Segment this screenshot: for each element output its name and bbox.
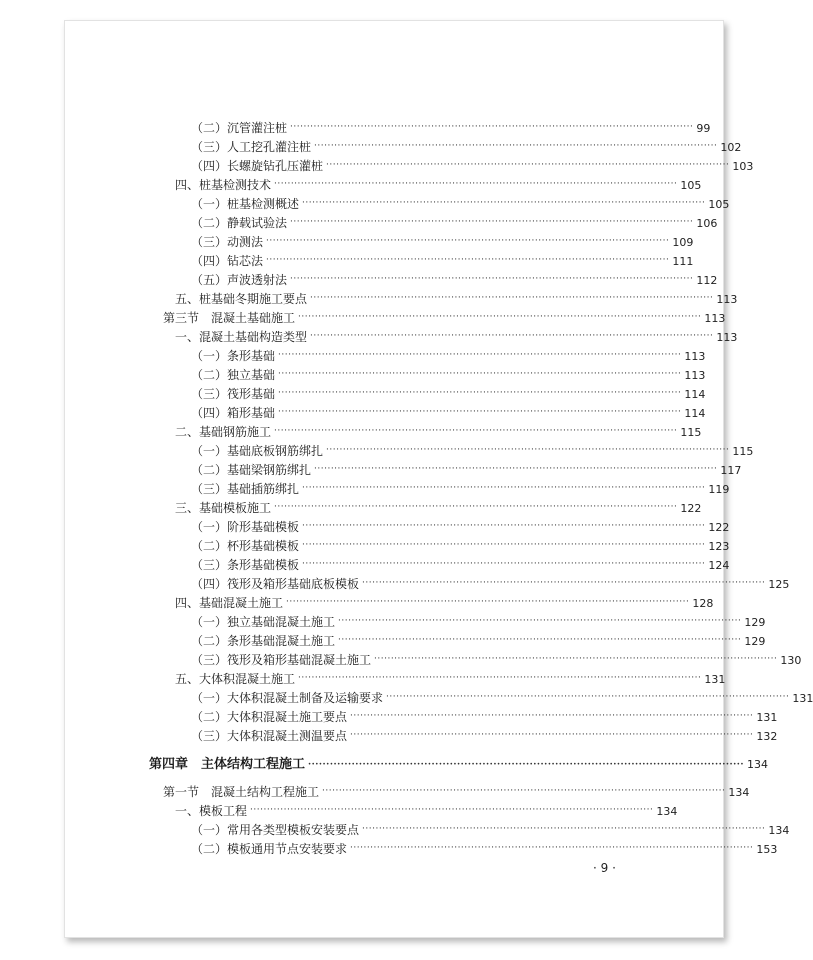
dot-leader: ························································································································ bbox=[338, 635, 742, 645]
toc-entry-page-number: 106 bbox=[696, 217, 718, 230]
dot-leader: ························································································································ bbox=[266, 236, 670, 246]
toc-entry-title: （三）筏形基础 bbox=[191, 387, 276, 401]
toc-entry-title: （四）筏形及箱形基础底板模板 bbox=[191, 577, 360, 591]
toc-entry bbox=[191, 404, 706, 423]
page-number-folio: · 9 · bbox=[593, 861, 616, 875]
toc-entry bbox=[163, 783, 750, 802]
toc-entry bbox=[175, 802, 678, 821]
dot-leader: ························································································································ bbox=[350, 711, 754, 721]
toc-entry-page-number: 125 bbox=[768, 578, 790, 591]
toc-entry-title: （一）独立基础混凝土施工 bbox=[191, 615, 336, 629]
toc-entry-page-number: 123 bbox=[708, 540, 730, 553]
dot-leader: ························································································································ bbox=[302, 540, 706, 550]
toc-entry bbox=[175, 328, 738, 347]
toc-entry-title: （三）大体积混凝土测温要点 bbox=[191, 729, 348, 743]
toc-entry bbox=[191, 271, 718, 290]
dot-leader: ························································································································ bbox=[290, 274, 694, 284]
toc-entry-title: （三）条形基础模板 bbox=[191, 558, 300, 572]
dot-leader: ························································································································ bbox=[350, 730, 754, 740]
toc-entry-title: （二）模板通用节点安装要求 bbox=[191, 842, 348, 856]
toc-entry-title: 五、桩基础冬期施工要点 bbox=[175, 292, 308, 306]
toc-entry bbox=[191, 157, 754, 176]
toc-entry bbox=[191, 575, 790, 594]
toc-entry-page-number: 114 bbox=[684, 407, 706, 420]
dot-leader: ························································································································ bbox=[314, 141, 718, 151]
dot-leader: ························································································································ bbox=[310, 293, 714, 303]
toc-entry-page-number: 115 bbox=[680, 426, 702, 439]
dot-leader: ························································································································ bbox=[302, 483, 706, 493]
toc-entry-page-number: 134 bbox=[768, 824, 790, 837]
toc-entry-page-number: 103 bbox=[732, 160, 754, 173]
toc-entry-title: （一）常用各类型模板安装要点 bbox=[191, 823, 360, 837]
toc-entry bbox=[191, 556, 730, 575]
toc-entry-page-number: 131 bbox=[756, 711, 778, 724]
toc-entry-page-number: 129 bbox=[744, 616, 766, 629]
toc-entry bbox=[175, 176, 702, 195]
toc-entry-title: （四）钻芯法 bbox=[191, 254, 264, 268]
toc-entry-page-number: 112 bbox=[696, 274, 718, 287]
toc-entry bbox=[191, 385, 706, 404]
dot-leader: ························································································································ bbox=[278, 369, 682, 379]
toc-entry-page-number: 111 bbox=[672, 255, 694, 268]
toc-entry bbox=[191, 119, 711, 138]
toc-entry-page-number: 132 bbox=[756, 730, 778, 743]
toc-entry-title: （二）大体积混凝土施工要点 bbox=[191, 710, 348, 724]
toc-entry-title: 第四章 主体结构工程施工 bbox=[149, 757, 306, 772]
dot-leader: ························································································································ bbox=[308, 760, 745, 770]
toc-entry-title: （二）独立基础 bbox=[191, 368, 276, 382]
toc-entry-title: 一、模板工程 bbox=[175, 804, 248, 818]
dot-leader: ························································································································ bbox=[338, 616, 742, 626]
toc-entry-title: 三、基础模板施工 bbox=[175, 501, 272, 515]
toc-entry-page-number: 113 bbox=[716, 331, 738, 344]
toc-entry-title: 二、基础钢筋施工 bbox=[175, 425, 272, 439]
toc-entry-title: （三）动测法 bbox=[191, 235, 264, 249]
toc-entry-page-number: 113 bbox=[684, 369, 706, 382]
toc-entry bbox=[175, 499, 702, 518]
toc-entry bbox=[191, 727, 778, 746]
toc-entry-page-number: 134 bbox=[656, 805, 678, 818]
toc-entry bbox=[191, 366, 706, 385]
dot-leader: ························································································································ bbox=[274, 502, 678, 512]
toc-entry-page-number: 99 bbox=[696, 122, 711, 135]
toc-entry-page-number: 131 bbox=[704, 673, 726, 686]
dot-leader: ························································································································ bbox=[250, 805, 654, 815]
dot-leader: ························································································································ bbox=[298, 312, 702, 322]
toc-entry-page-number: 105 bbox=[708, 198, 730, 211]
toc-entry bbox=[191, 252, 694, 271]
toc-entry-page-number: 114 bbox=[684, 388, 706, 401]
toc-entry bbox=[191, 821, 790, 840]
toc-entry bbox=[149, 754, 769, 776]
dot-leader: ························································································································ bbox=[326, 445, 730, 455]
toc-entry-title: （二）杯形基础模板 bbox=[191, 539, 300, 553]
toc-entry bbox=[191, 480, 730, 499]
toc-entry-title: （一）基础底板钢筋绑扎 bbox=[191, 444, 324, 458]
toc-entry-title: （三）筏形及箱形基础混凝土施工 bbox=[191, 653, 372, 667]
toc-entry bbox=[191, 138, 742, 157]
toc-entry-title: （一）桩基检测概述 bbox=[191, 197, 300, 211]
dot-leader: ························································································································ bbox=[302, 559, 706, 569]
toc-entry-title: （二）条形基础混凝土施工 bbox=[191, 634, 336, 648]
dot-leader: ························································································································ bbox=[326, 160, 730, 170]
table-of-contents bbox=[65, 21, 813, 937]
toc-entry-page-number: 102 bbox=[720, 141, 742, 154]
toc-entry-page-number: 128 bbox=[692, 597, 714, 610]
toc-entry-page-number: 113 bbox=[704, 312, 726, 325]
toc-entry-title: 一、混凝土基础构造类型 bbox=[175, 330, 308, 344]
dot-leader: ························································································································ bbox=[266, 255, 670, 265]
toc-entry bbox=[191, 708, 778, 727]
toc-entry-page-number: 115 bbox=[732, 445, 754, 458]
toc-entry bbox=[191, 613, 766, 632]
toc-entry bbox=[175, 290, 738, 309]
toc-entry bbox=[191, 461, 742, 480]
dot-leader: ························································································································ bbox=[302, 198, 706, 208]
dot-leader: ························································································································ bbox=[302, 521, 706, 531]
dot-leader: ························································································································ bbox=[286, 597, 690, 607]
toc-entry bbox=[191, 537, 730, 556]
book-page bbox=[64, 20, 813, 938]
toc-entry-title: （二）沉管灌注桩 bbox=[191, 121, 288, 135]
toc-entry-page-number: 131 bbox=[792, 692, 813, 705]
toc-entry-title: 四、基础混凝土施工 bbox=[175, 596, 284, 610]
dot-leader: ························································································································ bbox=[274, 426, 678, 436]
dot-leader: ························································································································ bbox=[278, 388, 682, 398]
toc-entry-page-number: 153 bbox=[756, 843, 778, 856]
dot-leader: ························································································································ bbox=[350, 843, 754, 853]
toc-entry-title: （四）箱形基础 bbox=[191, 406, 276, 420]
toc-entry-title: 第三节 混凝土基础施工 bbox=[163, 311, 296, 325]
toc-entry-title: （一）条形基础 bbox=[191, 349, 276, 363]
toc-entry-title: （一）大体积混凝土制备及运输要求 bbox=[191, 691, 384, 705]
toc-entry bbox=[191, 840, 778, 859]
dot-leader: ························································································································ bbox=[290, 217, 694, 227]
toc-entry-title: （二）静载试验法 bbox=[191, 216, 288, 230]
toc-entry bbox=[191, 214, 718, 233]
dot-leader: ························································································································ bbox=[362, 824, 766, 834]
toc-entry-page-number: 129 bbox=[744, 635, 766, 648]
toc-entry bbox=[175, 594, 714, 613]
dot-leader: ························································································································ bbox=[290, 122, 694, 132]
dot-leader: ························································································································ bbox=[362, 578, 766, 588]
toc-entry-title: 第一节 混凝土结构工程施工 bbox=[163, 785, 320, 799]
toc-entry bbox=[191, 689, 813, 708]
toc-entry-page-number: 113 bbox=[716, 293, 738, 306]
toc-entry-page-number: 117 bbox=[720, 464, 742, 477]
toc-entry-page-number: 109 bbox=[672, 236, 694, 249]
toc-entry bbox=[191, 233, 694, 252]
toc-entry bbox=[191, 347, 706, 366]
dot-leader: ························································································································ bbox=[386, 692, 790, 702]
toc-entry-page-number: 113 bbox=[684, 350, 706, 363]
dot-leader: ························································································································ bbox=[374, 654, 778, 664]
dot-leader: ························································································································ bbox=[278, 407, 682, 417]
toc-entry-title: （一）阶形基础模板 bbox=[191, 520, 300, 534]
toc-entry-page-number: 134 bbox=[728, 786, 750, 799]
dot-leader: ························································································································ bbox=[310, 331, 714, 341]
toc-entry-page-number: 119 bbox=[708, 483, 730, 496]
toc-entry bbox=[175, 670, 726, 689]
dot-leader: ························································································································ bbox=[278, 350, 682, 360]
toc-entry bbox=[191, 518, 730, 537]
dot-leader: ························································································································ bbox=[298, 673, 702, 683]
toc-entry-page-number: 124 bbox=[708, 559, 730, 572]
toc-entry bbox=[191, 632, 766, 651]
toc-entry bbox=[191, 651, 802, 670]
toc-entry-page-number: 105 bbox=[680, 179, 702, 192]
toc-entry-page-number: 134 bbox=[747, 758, 769, 771]
toc-entry-page-number: 122 bbox=[708, 521, 730, 534]
dot-leader: ························································································································ bbox=[314, 464, 718, 474]
dot-leader: ························································································································ bbox=[322, 786, 726, 796]
dot-leader: ························································································································ bbox=[274, 179, 678, 189]
toc-entry-title: 五、大体积混凝土施工 bbox=[175, 672, 296, 686]
toc-entry bbox=[191, 442, 754, 461]
toc-entry-title: （四）长螺旋钻孔压灌桩 bbox=[191, 159, 324, 173]
toc-entry-title: （三）基础插筋绑扎 bbox=[191, 482, 300, 496]
toc-entry-title: （三）人工挖孔灌注桩 bbox=[191, 140, 312, 154]
toc-entry bbox=[163, 309, 726, 328]
toc-entry bbox=[191, 195, 730, 214]
toc-entry bbox=[175, 423, 702, 442]
toc-entry-page-number: 122 bbox=[680, 502, 702, 515]
toc-entry-title: （二）基础梁钢筋绑扎 bbox=[191, 463, 312, 477]
toc-entry-page-number: 130 bbox=[780, 654, 802, 667]
toc-entry-title: （五）声波透射法 bbox=[191, 273, 288, 287]
toc-entry-title: 四、桩基检测技术 bbox=[175, 178, 272, 192]
